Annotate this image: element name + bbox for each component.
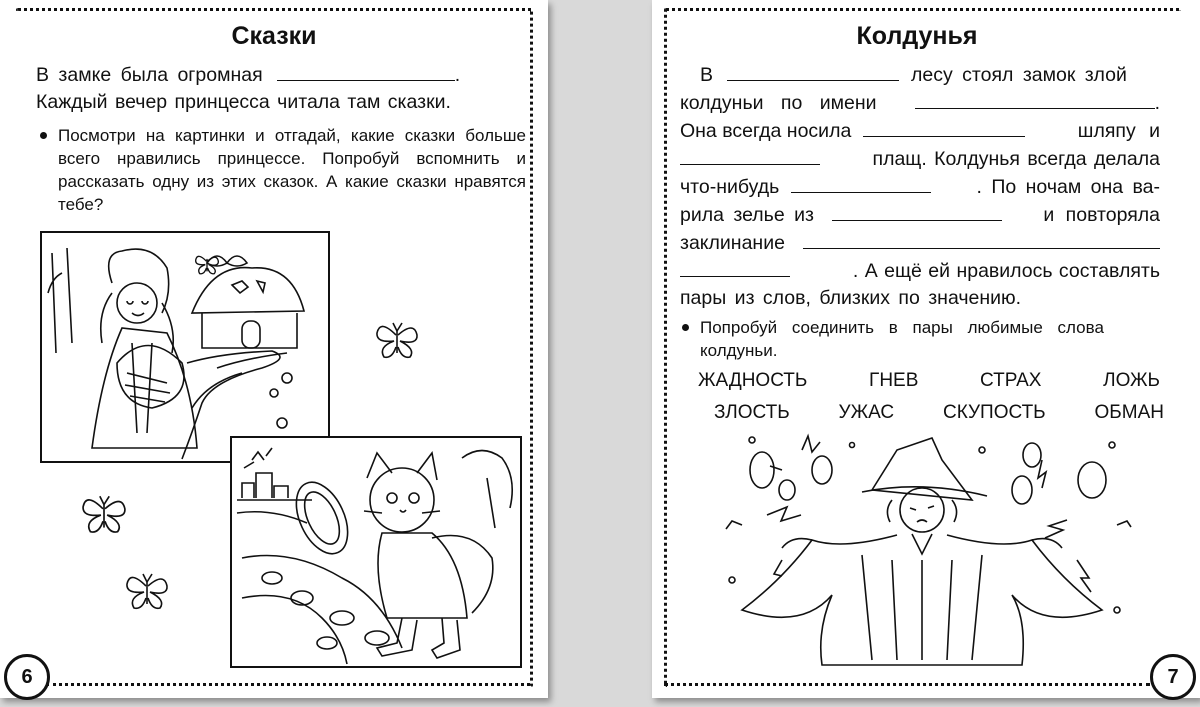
left-page bbox=[0, 0, 548, 698]
answer-blank[interactable] bbox=[680, 145, 820, 165]
story-line: . bbox=[454, 64, 461, 86]
butterfly-icon bbox=[80, 492, 128, 536]
story-line: В замке была огромная bbox=[36, 64, 263, 86]
story-line: пары из слов, близких по значению. bbox=[680, 287, 1022, 309]
story-line: рила зелье из bbox=[680, 204, 814, 226]
story-line: лесу стоял замок злой bbox=[911, 64, 1127, 86]
right-page bbox=[652, 0, 1200, 698]
word-row bbox=[714, 402, 1164, 424]
answer-blank[interactable] bbox=[832, 201, 1002, 221]
story-line: . По ночам она ва- bbox=[976, 176, 1160, 198]
word-item[interactable]: ОБМАН bbox=[1094, 402, 1164, 423]
witch-illustration bbox=[722, 430, 1142, 670]
story-line: и повторяла bbox=[1043, 204, 1160, 226]
answer-blank[interactable] bbox=[680, 257, 790, 277]
page-number: 6 bbox=[4, 654, 50, 700]
story-line: заклинание bbox=[680, 232, 785, 254]
answer-blank[interactable] bbox=[791, 173, 931, 193]
word-row bbox=[698, 370, 1160, 392]
fairy-tale-picture-puss-in-boots bbox=[230, 436, 522, 668]
page-title: Колдунья bbox=[856, 22, 978, 50]
answer-blank[interactable] bbox=[803, 229, 1160, 249]
story-line: . А ещё ей нравилось составлять bbox=[852, 260, 1160, 282]
butterfly-icon bbox=[124, 570, 170, 612]
story-line: плащ. Колдунья всегда делала bbox=[872, 148, 1160, 170]
word-item[interactable]: ЖАДНОСТЬ bbox=[698, 370, 808, 391]
answer-blank[interactable] bbox=[915, 89, 1155, 109]
answer-blank[interactable] bbox=[863, 117, 1025, 137]
story-line: Она всегда носила bbox=[680, 120, 852, 142]
story-word: В bbox=[700, 64, 714, 86]
task-instruction: Попробуй соединить в пары любимые слова колдуньи. bbox=[678, 316, 1160, 362]
fairy-tale-picture-red-riding-hood bbox=[40, 231, 330, 463]
word-item[interactable]: ГНЕВ bbox=[869, 370, 919, 391]
word-item[interactable]: ЛОЖЬ bbox=[1103, 370, 1160, 391]
story-line: шляпу и bbox=[1077, 120, 1160, 142]
answer-blank[interactable] bbox=[277, 61, 455, 81]
butterfly-icon bbox=[374, 319, 420, 361]
word-item[interactable]: СКУПОСТЬ bbox=[942, 402, 1046, 423]
answer-blank[interactable] bbox=[727, 61, 899, 81]
task-instruction: Посмотри на картинки и отгадай, какие сказки больше всего нравились принцессе. Попробуй вспомнить и рассказать одну из этих сказок. А какие сказки нравятся тебе? bbox=[36, 124, 526, 216]
story-text bbox=[680, 61, 1160, 312]
word-item[interactable]: ЗЛОСТЬ bbox=[714, 402, 790, 423]
story-text bbox=[36, 61, 526, 116]
butterfly-icon bbox=[194, 252, 220, 276]
story-line: . bbox=[1154, 92, 1160, 114]
dotted-border-bottom bbox=[664, 683, 1150, 686]
word-item[interactable]: СТРАХ bbox=[980, 370, 1042, 391]
page-number: 7 bbox=[1150, 654, 1196, 700]
story-line: Каждый вечер принцесса читала там сказки. bbox=[36, 91, 451, 113]
word-item[interactable]: УЖАС bbox=[838, 402, 895, 423]
dotted-border-bottom bbox=[46, 683, 530, 686]
story-line: что-нибудь bbox=[680, 176, 780, 198]
page-title: Сказки bbox=[231, 22, 317, 50]
story-line: колдуньи по имени bbox=[680, 92, 877, 114]
